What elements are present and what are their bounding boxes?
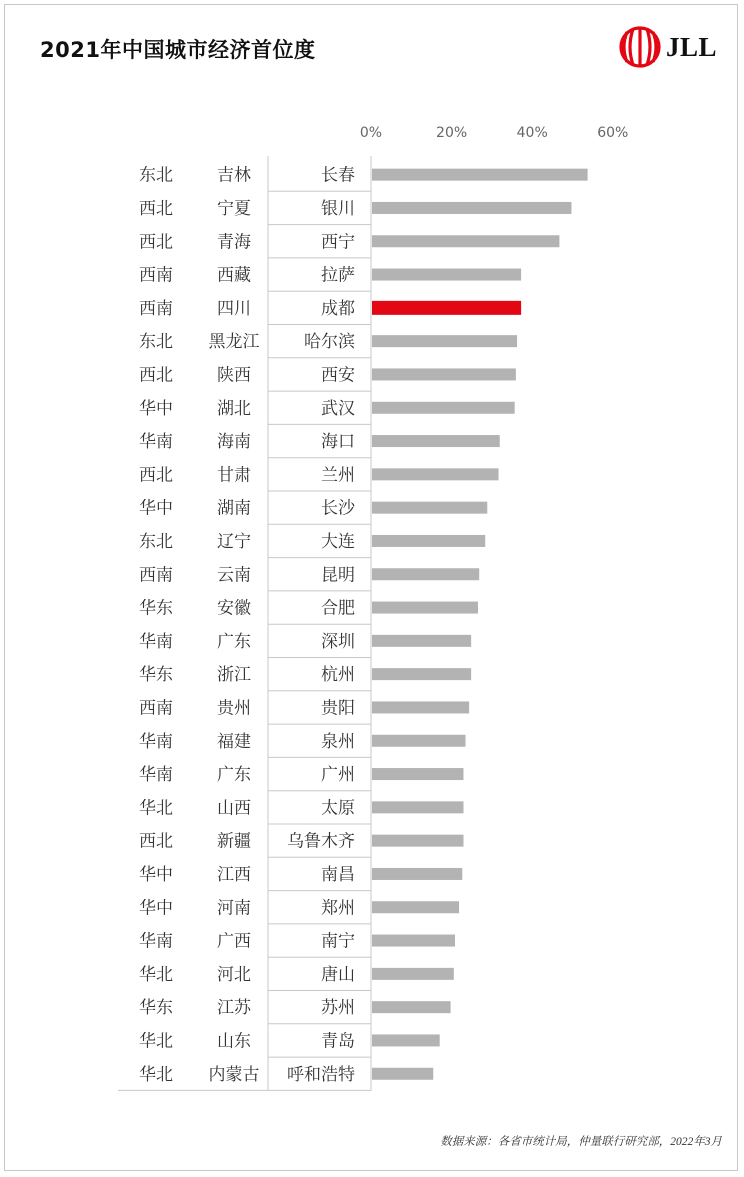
province-label: 广西	[217, 931, 251, 952]
province-label: 广东	[217, 765, 251, 786]
city-label: 杭州	[321, 665, 355, 686]
region-label: 西北	[139, 831, 173, 852]
province-label: 宁夏	[217, 198, 251, 219]
province-label: 西藏	[217, 265, 251, 286]
bar-highlighted	[372, 301, 521, 315]
region-label: 华北	[139, 798, 173, 819]
city-label: 西宁	[321, 232, 355, 253]
region-label: 东北	[139, 531, 173, 552]
region-label: 华南	[139, 731, 173, 752]
city-label: 泉州	[321, 731, 355, 752]
province-label: 内蒙古	[208, 1064, 260, 1085]
bar	[372, 901, 459, 913]
bar	[372, 335, 517, 347]
bar	[372, 935, 455, 947]
bar	[372, 868, 462, 880]
region-label: 华南	[139, 931, 173, 952]
province-label: 安徽	[217, 598, 251, 619]
city-label: 成都	[321, 298, 355, 319]
city-label: 唐山	[321, 964, 355, 985]
region-label: 华中	[139, 864, 173, 885]
region-label: 华南	[139, 432, 173, 453]
region-label: 西北	[139, 198, 173, 219]
bar	[372, 801, 463, 813]
province-label: 海南	[217, 432, 251, 453]
bar	[372, 1034, 440, 1046]
city-label: 广州	[321, 765, 355, 786]
bar	[372, 202, 571, 214]
region-label: 西北	[139, 465, 173, 486]
city-label: 长沙	[321, 498, 355, 519]
region-label: 华北	[139, 1064, 173, 1085]
region-label: 东北	[139, 332, 173, 353]
province-label: 辽宁	[217, 531, 251, 552]
city-label: 苏州	[321, 998, 355, 1019]
city-label: 贵阳	[321, 698, 355, 719]
region-label: 西南	[139, 265, 173, 286]
region-label: 华北	[139, 1031, 173, 1052]
bar	[372, 668, 471, 680]
province-label: 云南	[217, 565, 251, 586]
bar	[372, 435, 500, 447]
region-label: 西北	[139, 232, 173, 253]
city-label: 乌鲁木齐	[287, 831, 355, 852]
province-label: 贵州	[217, 698, 251, 719]
bar	[372, 602, 478, 614]
province-label: 山西	[217, 798, 251, 819]
city-label: 海口	[321, 432, 355, 453]
city-label: 西安	[321, 365, 355, 386]
region-label: 西南	[139, 698, 173, 719]
x-tick-label: 60%	[597, 125, 629, 141]
bar	[372, 502, 487, 514]
province-label: 山东	[217, 1031, 251, 1052]
x-tick-label: 0%	[359, 125, 383, 141]
city-label: 太原	[321, 798, 355, 819]
city-label: 呼和浩特	[287, 1064, 355, 1085]
region-label: 华东	[139, 998, 173, 1019]
city-label: 昆明	[321, 565, 355, 586]
city-label: 兰州	[321, 465, 355, 486]
chart-title: 2021年中国城市经济首位度	[40, 38, 316, 62]
city-label: 合肥	[321, 598, 355, 619]
region-label: 华中	[139, 898, 173, 919]
region-label: 华北	[139, 964, 173, 985]
province-label: 河南	[217, 898, 251, 919]
region-label: 西南	[139, 298, 173, 319]
region-label: 华中	[139, 498, 173, 519]
bar	[372, 701, 469, 713]
jll-logo-text: JLL	[666, 32, 718, 62]
city-label: 南宁	[321, 931, 355, 952]
region-label: 华东	[139, 598, 173, 619]
province-label: 青海	[217, 232, 251, 253]
bar	[372, 1068, 433, 1080]
province-label: 福建	[217, 731, 251, 752]
region-label: 华东	[139, 665, 173, 686]
province-label: 河北	[217, 964, 251, 985]
x-tick-label: 20%	[436, 125, 468, 141]
province-label: 湖北	[217, 398, 251, 419]
bar	[372, 402, 515, 414]
bar	[372, 768, 463, 780]
city-label: 哈尔滨	[304, 332, 355, 353]
bar	[372, 968, 454, 980]
x-tick-label: 40%	[516, 125, 548, 141]
province-label: 甘肃	[217, 465, 251, 486]
province-label: 新疆	[217, 831, 251, 852]
city-label: 长春	[321, 165, 355, 186]
city-label: 青岛	[321, 1031, 355, 1052]
region-label: 华南	[139, 765, 173, 786]
province-label: 黑龙江	[208, 332, 260, 353]
province-label: 湖南	[217, 498, 251, 519]
region-label: 华南	[139, 631, 173, 652]
province-label: 吉林	[217, 165, 251, 186]
city-label: 深圳	[321, 631, 355, 652]
bar	[372, 169, 588, 181]
province-label: 浙江	[217, 665, 251, 686]
province-label: 广东	[217, 631, 251, 652]
bar	[372, 235, 559, 247]
bar	[372, 468, 499, 480]
region-label: 华中	[139, 398, 173, 419]
city-label: 大连	[321, 531, 355, 552]
bar	[372, 1001, 451, 1013]
province-label: 江苏	[217, 998, 251, 1019]
bar	[372, 568, 479, 580]
city-label: 武汉	[321, 398, 355, 419]
city-label: 银川	[321, 198, 355, 219]
region-label: 东北	[139, 165, 173, 186]
region-label: 西北	[139, 365, 173, 386]
province-label: 江西	[217, 864, 251, 885]
bar	[372, 535, 485, 547]
bar	[372, 635, 471, 647]
data-source-note: 数据来源：各省市统计局，仲量联行研究部，2022年3月	[440, 1136, 722, 1148]
region-label: 西南	[139, 565, 173, 586]
city-label: 拉萨	[321, 265, 355, 286]
city-label: 南昌	[321, 864, 355, 885]
bar	[372, 735, 465, 747]
province-label: 四川	[217, 298, 251, 319]
bar	[372, 835, 463, 847]
city-label: 郑州	[321, 898, 355, 919]
bar	[372, 368, 516, 380]
province-label: 陕西	[217, 365, 251, 386]
bar	[372, 269, 521, 281]
